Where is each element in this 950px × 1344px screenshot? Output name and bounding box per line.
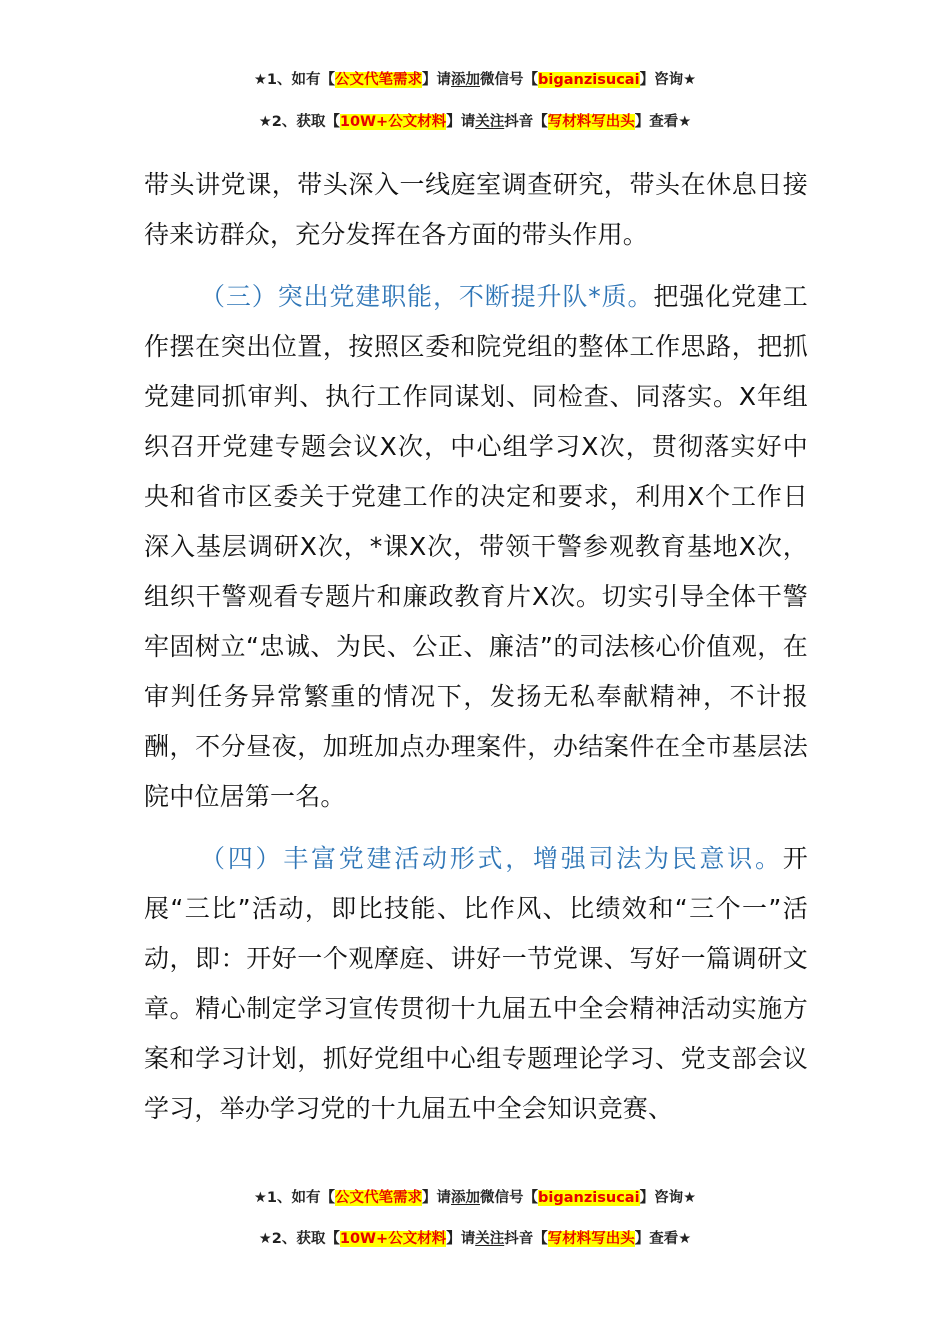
paragraph-text: 把强化党建工作摆在突出位置，按照区委和院党组的整体工作思路，把抓党建同抓审判、执行工作同谋划、同检查、同落实。X年组织召开党建专题会议X次，中心组学习X次，贯彻落实好中央和省市区委关于党建工作的决定和要求，利用X个工作日深入基层调研X次，*课X次，带领干警参观教育基地X次，组织干警观看专题片和廉政教育片X次。切实引导全体干警牢固树立“忠诚、为民、公正、廉洁”的司法核心价值观，在审判任务异常繁重的情况下，发扬无私奉献精神，不计报酬，不分昼夜，加班加点办理案件，办结案件在全市基层法院中位居第一名。 xyxy=(144,282,809,811)
banner-prefix: ★1、如有【 xyxy=(253,1190,336,1206)
banner-suffix: 】查看★ xyxy=(634,1231,692,1247)
banner-highlight: 公文代笔需求 xyxy=(335,1190,423,1206)
banner-text: 】请 xyxy=(422,72,452,88)
paragraph-section-3 xyxy=(144,272,808,822)
banner-douyin-id: 写材料写出头 xyxy=(547,1231,635,1247)
paragraph-continuation xyxy=(144,160,808,260)
banner-suffix: 】咨询★ xyxy=(639,72,697,88)
paragraph-section-4 xyxy=(144,834,808,1134)
document-body xyxy=(144,160,808,1146)
banner-highlight: 公文代笔需求 xyxy=(335,72,423,88)
banner-underlined-text: 关注 xyxy=(475,1231,505,1247)
banner-prefix: ★2、获取【 xyxy=(258,1231,340,1247)
banner-text: 】请 xyxy=(422,1190,452,1206)
banner-prefix: ★1、如有【 xyxy=(253,72,336,88)
banner-underlined-text: 添加 xyxy=(451,72,481,88)
banner-highlight: 10W+公文材料 xyxy=(339,114,447,130)
banner-text: 微信号【 xyxy=(480,1190,539,1206)
section-heading: （三）突出党建职能，不断提升队*质。 xyxy=(200,282,654,311)
footer-banner-line-1 xyxy=(0,1186,950,1207)
footer-banner-line-2 xyxy=(0,1227,950,1248)
banner-prefix: ★2、获取【 xyxy=(258,114,340,130)
header-banner-line-1 xyxy=(0,68,950,89)
paragraph-text: 带头讲党课，带头深入一线庭室调查研究，带头在休息日接待来访群众，充分发挥在各方面的带头作用。 xyxy=(144,170,808,249)
banner-text: 抖音【 xyxy=(504,114,548,130)
banner-text: 】请 xyxy=(446,1231,476,1247)
banner-suffix: 】查看★ xyxy=(634,114,692,130)
banner-suffix: 】咨询★ xyxy=(639,1190,697,1206)
banner-text: 抖音【 xyxy=(504,1231,548,1247)
header-banner-line-2 xyxy=(0,110,950,131)
banner-underlined-text: 添加 xyxy=(451,1190,481,1206)
banner-text: 】请 xyxy=(446,114,476,130)
banner-douyin-id: 写材料写出头 xyxy=(547,114,635,130)
banner-text: 微信号【 xyxy=(480,72,539,88)
banner-wechat-id: biganzisucai xyxy=(538,1190,640,1206)
banner-highlight: 10W+公文材料 xyxy=(339,1231,447,1247)
paragraph-text: 开展“三比”活动，即比技能、比作风、比绩效和“三个一”活动，即：开好一个观摩庭、讲好一节党课、写好一篇调研文章。精心制定学习宣传贯彻十九届五中全会精神活动实施方案和学习计划，抓好党组中心组专题理论学习、党支部会议学习，举办学习党的十九届五中全会知识竞赛、 xyxy=(144,844,808,1123)
banner-underlined-text: 关注 xyxy=(475,114,505,130)
section-heading: （四）丰富党建活动形式，增强司法为民意识。 xyxy=(200,844,783,873)
banner-wechat-id: biganzisucai xyxy=(538,72,640,88)
